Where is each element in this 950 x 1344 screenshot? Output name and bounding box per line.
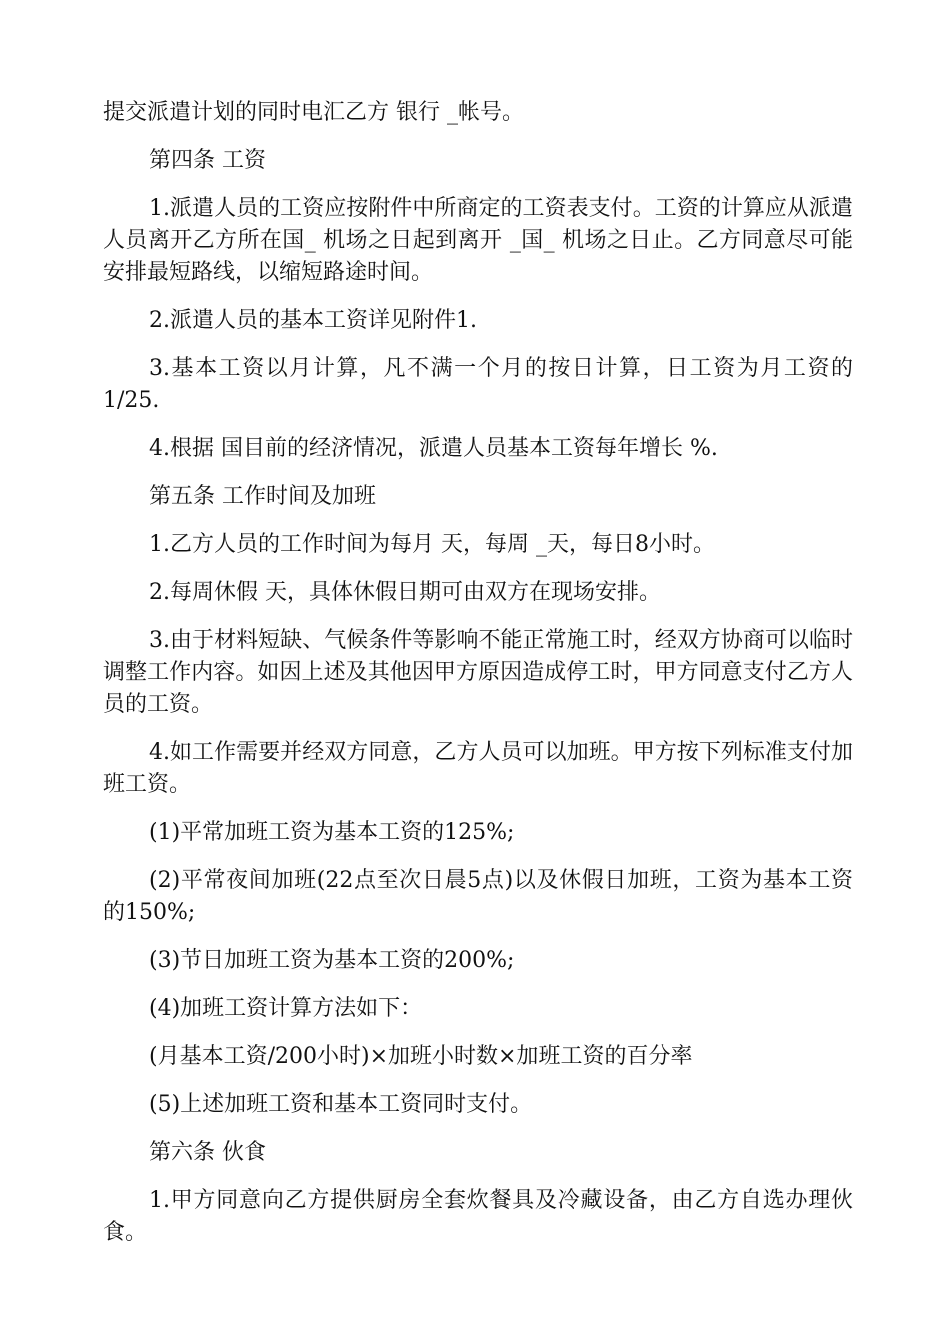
- heading-article-6-meals: 第六条 伙食: [149, 1140, 266, 1165]
- list-item-overtime-holiday: (3)节日加班工资为基本工资的200%;: [149, 948, 515, 973]
- paragraph-weekly-leave: 2.每周休假 天，具体休假日期可由双方在现场安排。: [149, 580, 661, 605]
- paragraph-monthly-salary: 3.基本工资以月计算，凡不满一个月的按日计算，日工资为月工资的1/25.: [103, 356, 853, 413]
- paragraph-basic-salary: 2.派遣人员的基本工资详见附件1.: [149, 308, 477, 333]
- heading-article-5-working-hours: 第五条 工作时间及加班: [149, 484, 376, 509]
- list-item-overtime-payment: (5)上述加班工资和基本工资同时支付。: [149, 1092, 533, 1117]
- document-body: [103, 97, 853, 1265]
- list-item-overtime-normal: (1)平常加班工资为基本工资的125%;: [149, 820, 515, 845]
- list-item-overtime-method: (4)加班工资计算方法如下：: [149, 996, 423, 1021]
- list-item-overtime-night: (2)平常夜间加班(22点至次日晨5点)以及休假日加班，工资为基本工资的150%;: [103, 868, 853, 925]
- paragraph-remittance: 提交派遣计划的同时电汇乙方 银行 _帐号。: [103, 100, 524, 125]
- paragraph-salary-increase: 4.根据 国目前的经济情况，派遣人员基本工资每年增长 %.: [149, 436, 718, 461]
- paragraph-overtime: 4.如工作需要并经双方同意，乙方人员可以加班。甲方按下列标准支付加班工资。: [103, 740, 853, 797]
- paragraph-kitchen: 1.甲方同意向乙方提供厨房全套炊餐具及冷藏设备，由乙方自选办理伙食。: [103, 1188, 853, 1245]
- overtime-formula: (月基本工资/200小时)×加班小时数×加班工资的百分率: [149, 1044, 693, 1069]
- paragraph-working-hours: 1.乙方人员的工作时间为每月 天，每周 _天，每日8小时。: [149, 532, 715, 557]
- heading-article-4-salary: 第四条 工资: [149, 148, 266, 173]
- paragraph-salary-calculation: 1.派遣人员的工资应按附件中所商定的工资表支付。工资的计算应从派遣人员离开乙方所在国_ 机场之日起到离开 _国_ 机场之日止。乙方同意尽可能安排最短路线，以缩短路途时间。: [103, 196, 853, 285]
- paragraph-work-adjustment: 3.由于材料短缺、气候条件等影响不能正常施工时，经双方协商可以临时调整工作内容。如因上述及其他因甲方原因造成停工时，甲方同意支付乙方人员的工资。: [103, 628, 853, 717]
